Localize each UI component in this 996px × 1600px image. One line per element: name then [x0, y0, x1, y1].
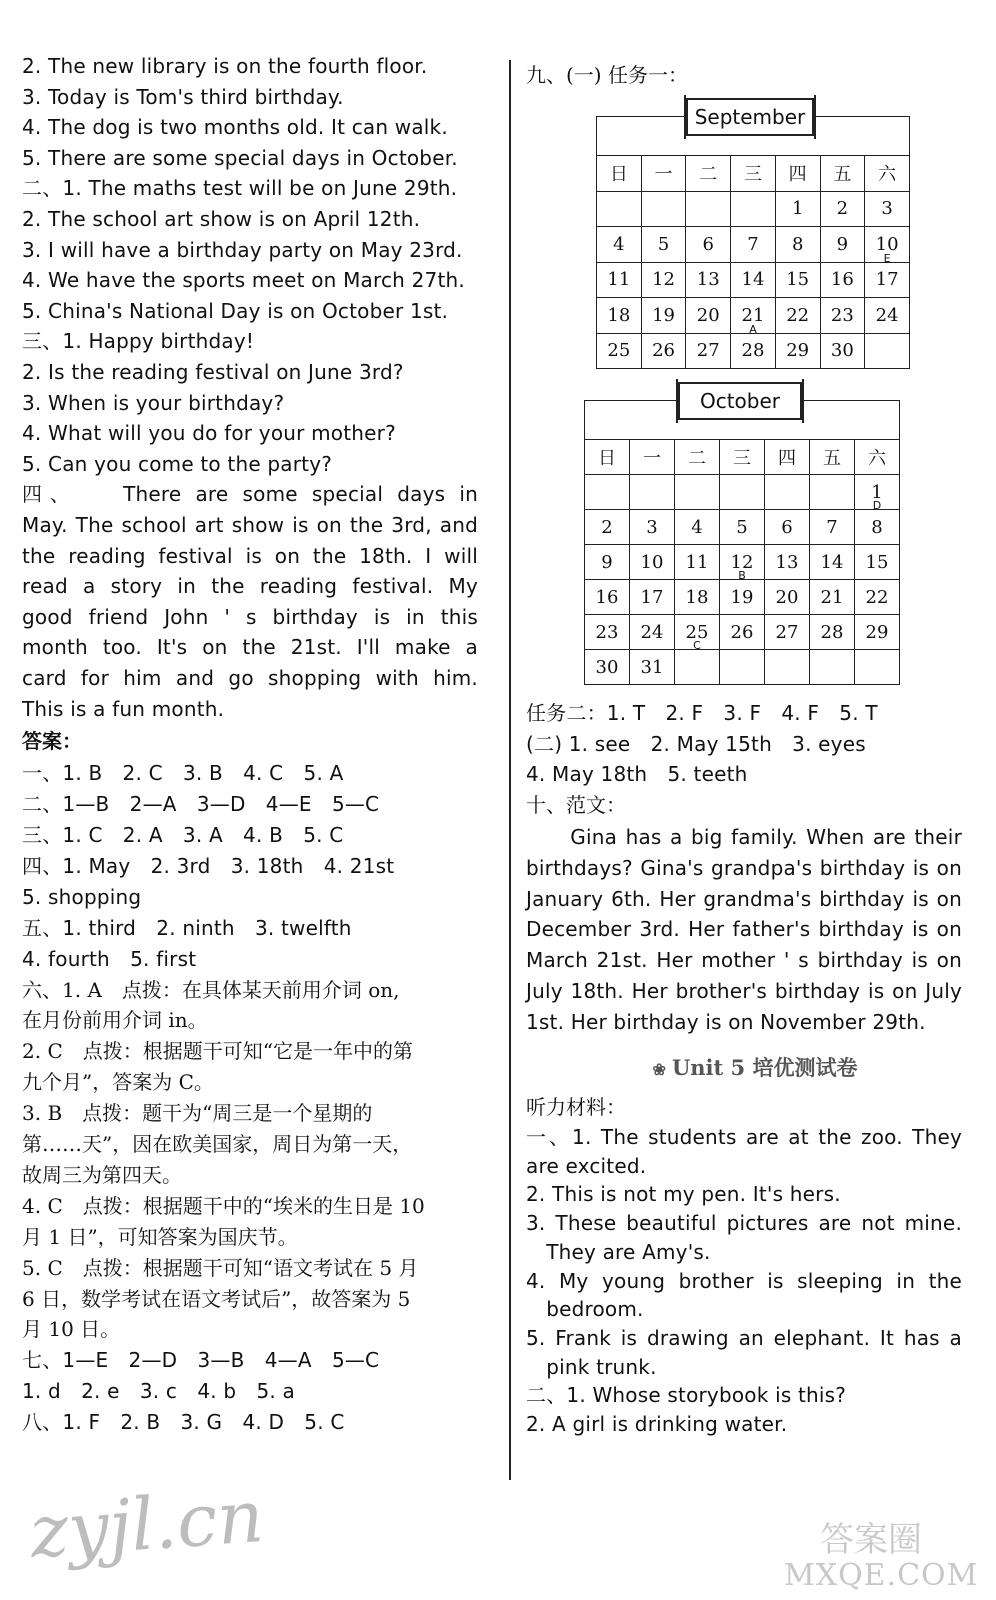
calendar-day — [675, 580, 720, 615]
calendar-month-title: September — [686, 98, 814, 136]
answer-key-line: 六、1. A 点拨：在具体某天前用介词 on, — [22, 977, 400, 1002]
calendar-day — [731, 333, 776, 369]
calendar-day — [597, 227, 642, 263]
day-number: 15 — [865, 551, 889, 573]
calendar-october — [584, 389, 900, 685]
calendar-day — [585, 475, 630, 510]
listening-line: 3. These beautiful pictures are not mine. — [526, 1211, 962, 1236]
day-number: 6 — [781, 516, 793, 538]
day-number: 27 — [696, 340, 720, 362]
calendar-day — [810, 615, 855, 650]
calendar-day — [597, 191, 642, 227]
day-number: 6 — [702, 233, 714, 255]
day-number: 5 — [736, 516, 748, 538]
calendar-day — [775, 333, 820, 369]
answer-key-line: 第……天”，因在欧美国家，周日为第一天， — [22, 1132, 413, 1156]
day-number: 16 — [830, 269, 854, 291]
answer-text-line: 4. We have the sports meet on March 27th. — [22, 268, 465, 293]
day-number: 13 — [775, 551, 799, 573]
listening-line: 一、1. The students are at the zoo. They — [526, 1125, 962, 1149]
task-answer-line: 4. May 18th 5. teeth — [526, 762, 748, 786]
calendar-day — [597, 262, 642, 298]
day-number: 17 — [640, 586, 664, 608]
calendar-day — [720, 475, 765, 510]
calendar-day — [686, 298, 731, 334]
answer-key-line: 5. shopping — [22, 884, 142, 909]
answer-key-line: 2. C 点拨：根据题干可知“它是一年中的第 — [22, 1039, 413, 1064]
calendar-month-title: October — [678, 382, 802, 420]
unit-title — [526, 1052, 984, 1082]
calendar-grid — [596, 116, 910, 369]
essay-line: birthdays? Gina's grandpa's birthday is on — [526, 855, 962, 880]
calendar-day — [855, 510, 900, 545]
listening-line: 2. A girl is drinking water. — [526, 1412, 788, 1436]
answer-key-line: 七、1—E 2—D 3—B 4—A 5—C — [22, 1348, 380, 1373]
calendar-day — [675, 615, 720, 650]
task-answer-line: 任务二：1. T 2. F 3. F 4. F 5. T — [526, 701, 878, 725]
day-number: 27 — [775, 621, 799, 643]
watermark-daanquan: 答案圈 — [820, 1520, 922, 1560]
day-number: 24 — [640, 621, 664, 643]
calendar-day — [855, 580, 900, 615]
calendar-day — [720, 580, 765, 615]
day-number: 19 — [730, 586, 754, 608]
listening-line: 2. This is not my pen. It's hers. — [526, 1182, 841, 1207]
calendar-day — [585, 545, 630, 580]
weekday-header: 二 — [686, 156, 731, 192]
answer-text-line: 3. When is your birthday? — [22, 390, 285, 415]
calendar-day — [765, 650, 810, 685]
day-number: 28 — [741, 340, 765, 362]
unit-title-text: Unit 5 培优测试卷 — [671, 1055, 858, 1080]
calendar-day — [641, 262, 686, 298]
answer-key-line: 五、1. third 2. ninth 3. twelfth — [22, 915, 352, 940]
task-heading: 九、(一) 任务一： — [526, 63, 688, 87]
answer-text-line: 2. Is the reading festival on June 3rd? — [22, 360, 404, 384]
day-number: 14 — [741, 269, 765, 291]
calendar-day — [720, 615, 765, 650]
passage-line: May. The school art show is on the 3rd, and — [22, 513, 478, 537]
watermark-zyjl: zyjl.cn — [27, 1473, 267, 1575]
day-number: 12 — [652, 269, 675, 291]
task-answer-line: 十、范文： — [526, 792, 626, 817]
calendar-day — [686, 333, 731, 369]
day-number: 29 — [786, 340, 810, 362]
calendar-day — [765, 545, 810, 580]
calendar-day — [810, 650, 855, 685]
calendar-day — [855, 545, 900, 580]
calendar-day — [765, 580, 810, 615]
watermark-mxqe: MXQE.COM — [784, 1558, 979, 1593]
listening-line: pink trunk. — [526, 1354, 657, 1379]
passage-line: This is a fun month. — [22, 696, 225, 721]
answer-text-line: 二、1. The maths test will be on June 29th. — [22, 176, 458, 201]
day-number: 4 — [613, 233, 625, 255]
day-number: 3 — [881, 198, 893, 220]
calendar-day — [597, 298, 642, 334]
calendar-day — [675, 545, 720, 580]
listening-line: bedroom. — [526, 1297, 644, 1322]
day-number: 19 — [652, 304, 675, 326]
calendar-september — [596, 105, 910, 369]
calendar-day — [855, 615, 900, 650]
day-number: 20 — [696, 304, 720, 326]
calendar-day — [641, 333, 686, 369]
answer-text-line: 5. China's National Day is on October 1st. — [22, 298, 449, 323]
listening-line: 4. My young brother is sleeping in the — [526, 1268, 962, 1293]
calendar-day — [641, 227, 686, 263]
weekday-header: 一 — [630, 440, 675, 475]
calendar-day — [630, 580, 675, 615]
listening-heading: 听力材料： — [526, 1095, 626, 1119]
day-number: 20 — [775, 586, 799, 608]
calendar-day — [865, 191, 910, 227]
passage-line: 四、 There are some special days in — [22, 482, 478, 507]
answer-key-line: 月 10 日。 — [22, 1317, 121, 1342]
day-answer-mark: E — [883, 251, 891, 265]
calendar-day — [720, 545, 765, 580]
day-number: 26 — [652, 340, 675, 362]
task-answer-line: (二) 1. see 2. May 15th 3. eyes — [526, 731, 866, 756]
calendar-day — [585, 615, 630, 650]
calendar-day — [731, 191, 776, 227]
day-number: 31 — [640, 656, 664, 678]
calendar-day — [855, 650, 900, 685]
calendar-day — [686, 227, 731, 263]
day-number: 25 — [685, 621, 709, 643]
day-answer-mark: C — [693, 639, 701, 652]
day-number: 5 — [657, 233, 670, 255]
day-number: 24 — [875, 304, 899, 326]
essay-line: Gina has a big family. When are their — [526, 825, 962, 849]
answer-text-line: 3. Today is Tom's third birthday. — [22, 84, 344, 109]
answer-key-line: 一、1. B 2. C 3. B 4. C 5. A — [22, 761, 344, 786]
calendar-grid — [584, 400, 900, 685]
day-number: 21 — [820, 586, 844, 608]
day-number: 2 — [836, 198, 849, 220]
weekday-header: 四 — [775, 156, 820, 192]
calendar-day — [820, 298, 865, 334]
weekday-header: 四 — [765, 440, 810, 475]
listening-line: are excited. — [526, 1153, 647, 1178]
answer-key-line: 月 1 日”，可知答案为国庆节。 — [22, 1224, 298, 1249]
calendar-day — [810, 475, 855, 510]
day-number: 16 — [595, 586, 619, 608]
answer-text-line: 2. The school art show is on April 12th. — [22, 207, 421, 231]
answer-key-line: 四、1. May 2. 3rd 3. 18th 4. 21st — [22, 853, 395, 878]
calendar-day — [641, 298, 686, 334]
day-number: 14 — [820, 551, 844, 573]
day-number: 10 — [640, 551, 664, 573]
answer-key-line: 九个月”，答案为 C。 — [22, 1070, 214, 1095]
column-divider — [509, 60, 511, 1480]
weekday-header: 日 — [597, 156, 642, 192]
day-number: 23 — [830, 304, 854, 326]
calendar-day — [810, 580, 855, 615]
day-number: 18 — [685, 586, 709, 608]
calendar-day — [630, 545, 675, 580]
weekday-header: 三 — [731, 156, 776, 192]
day-number: 22 — [865, 586, 889, 608]
answers-heading: 答案： — [22, 729, 82, 754]
day-number: 28 — [820, 621, 844, 643]
weekday-header: 三 — [720, 440, 765, 475]
day-number: 1 — [791, 198, 804, 220]
calendar-day — [731, 298, 776, 334]
calendar-day — [775, 191, 820, 227]
answer-text-line: 4. What will you do for your mother? — [22, 421, 396, 446]
passage-line: month too. It's on the 21st. I'll make a — [22, 635, 478, 660]
listening-line: They are Amy's. — [526, 1239, 711, 1264]
passage-line: good friend John ' s birthday is in this — [22, 604, 478, 629]
calendar-day — [686, 191, 731, 227]
answer-key-line: 八、1. F 2. B 3. G 4. D 5. C — [22, 1410, 345, 1435]
day-number: 2 — [601, 516, 613, 538]
calendar-day — [775, 298, 820, 334]
essay-line: March 21st. Her mother ' s birthday is on — [526, 948, 962, 973]
calendar-day — [810, 545, 855, 580]
day-number: 11 — [607, 269, 631, 291]
day-number: 12 — [730, 551, 754, 573]
day-number: 15 — [786, 269, 810, 291]
answer-key-line: 4. fourth 5. first — [22, 946, 197, 971]
day-number: 23 — [595, 621, 619, 643]
day-number: 21 — [741, 304, 765, 326]
calendar-day — [630, 650, 675, 685]
day-number: 7 — [826, 516, 838, 538]
calendar-day — [865, 262, 910, 298]
weekday-header: 六 — [865, 156, 910, 192]
day-number: 4 — [691, 516, 703, 538]
day-number: 11 — [685, 551, 709, 573]
calendar-day — [720, 650, 765, 685]
day-answer-mark: B — [738, 569, 746, 582]
answer-text-line: 5. Can you come to the party? — [22, 451, 333, 476]
passage-line: card for him and go shopping with him. — [22, 666, 478, 690]
day-number: 22 — [786, 304, 810, 326]
calendar-day — [630, 510, 675, 545]
answer-key-line: 6 日，数学考试在语文考试后”，故答案为 5 — [22, 1286, 411, 1311]
day-number: 3 — [646, 516, 658, 538]
day-answer-mark: D — [872, 499, 882, 512]
listening-line: 5. Frank is drawing an elephant. It has a — [526, 1325, 962, 1350]
day-number: 8 — [871, 516, 883, 538]
calendar-day — [865, 298, 910, 334]
essay-line: 1st. Her birthday is on November 29th. — [526, 1009, 926, 1034]
day-number: 18 — [607, 304, 631, 326]
calendar-day — [775, 227, 820, 263]
calendar-day — [820, 262, 865, 298]
weekday-header: 五 — [810, 440, 855, 475]
day-number: 9 — [836, 233, 849, 255]
calendar-day — [855, 475, 900, 510]
calendar-day — [720, 510, 765, 545]
calendar-day — [597, 333, 642, 369]
answer-key-line: 1. d 2. e 3. c 4. b 5. a — [22, 1379, 295, 1404]
calendar-day — [820, 227, 865, 263]
passage-line: read a story in the reading festival. My — [22, 574, 478, 599]
calendar-day — [810, 510, 855, 545]
calendar-day — [820, 191, 865, 227]
day-number: 8 — [791, 233, 804, 255]
calendar-day — [641, 191, 686, 227]
answer-text-line: 三、1. Happy birthday! — [22, 329, 255, 354]
calendar-day — [775, 262, 820, 298]
calendar-day — [630, 615, 675, 650]
calendar-day — [675, 475, 720, 510]
day-number: 7 — [747, 233, 759, 255]
calendar-day — [765, 475, 810, 510]
answer-key-line: 三、1. C 2. A 3. A 4. B 5. C — [22, 823, 344, 847]
answer-key-line: 4. C 点拨：根据题干中的“埃米的生日是 10 — [22, 1193, 425, 1218]
answer-key-line: 二、1—B 2—A 3—D 4—E 5—C — [22, 792, 380, 817]
calendar-day — [765, 615, 810, 650]
calendar-day — [585, 510, 630, 545]
calendar-day — [731, 227, 776, 263]
day-number: 29 — [865, 621, 889, 643]
passage-line: the reading festival is on the 18th. I will — [22, 543, 478, 568]
calendar-day — [865, 227, 910, 263]
day-number: 30 — [830, 340, 854, 362]
weekday-header: 日 — [585, 440, 630, 475]
answer-text-line: 4. The dog is two months old. It can walk. — [22, 115, 448, 140]
weekday-header: 六 — [855, 440, 900, 475]
calendar-day — [585, 580, 630, 615]
answer-text-line: 3. I will have a birthday party on May 23rd. — [22, 237, 463, 262]
answer-key-line: 5. C 点拨：根据题干可知“语文考试在 5 月 — [22, 1255, 419, 1280]
calendar-day — [731, 262, 776, 298]
calendar-day — [765, 510, 810, 545]
calendar-day — [630, 475, 675, 510]
calendar-day — [820, 333, 865, 369]
day-number: 1 — [871, 481, 883, 503]
day-number: 30 — [595, 656, 619, 678]
essay-line: January 6th. Her grandma's birthday is on — [526, 886, 962, 911]
day-number: 25 — [607, 340, 631, 362]
calendar-day — [675, 510, 720, 545]
weekday-header: 二 — [675, 440, 720, 475]
day-number: 26 — [730, 621, 754, 643]
weekday-header: 五 — [820, 156, 865, 192]
day-number: 9 — [601, 551, 613, 573]
calendar-day — [686, 262, 731, 298]
paw-icon: ❀ — [652, 1060, 666, 1079]
answer-key-line: 故周三为第四天。 — [22, 1162, 182, 1187]
calendar-day — [865, 333, 910, 369]
answer-key-line: 3. B 点拨：题干为“周三是一个星期的 — [22, 1101, 373, 1126]
calendar-day — [585, 650, 630, 685]
answer-text-line: 5. There are some special days in October. — [22, 145, 458, 170]
listening-line: 二、1. Whose storybook is this? — [526, 1383, 847, 1408]
day-number: 10 — [875, 233, 899, 255]
day-number: 13 — [696, 269, 720, 291]
answer-text-line: 2. The new library is on the fourth floor. — [22, 54, 428, 78]
weekday-header: 一 — [641, 156, 686, 192]
essay-line: December 3rd. Her father's birthday is on — [526, 917, 962, 942]
day-answer-mark: A — [749, 322, 757, 336]
calendar-day — [675, 650, 720, 685]
answer-key-line: 在月份前用介词 in。 — [22, 1008, 208, 1033]
day-number: 17 — [875, 269, 899, 291]
essay-line: July 18th. Her brother's birthday is on July — [526, 979, 962, 1003]
